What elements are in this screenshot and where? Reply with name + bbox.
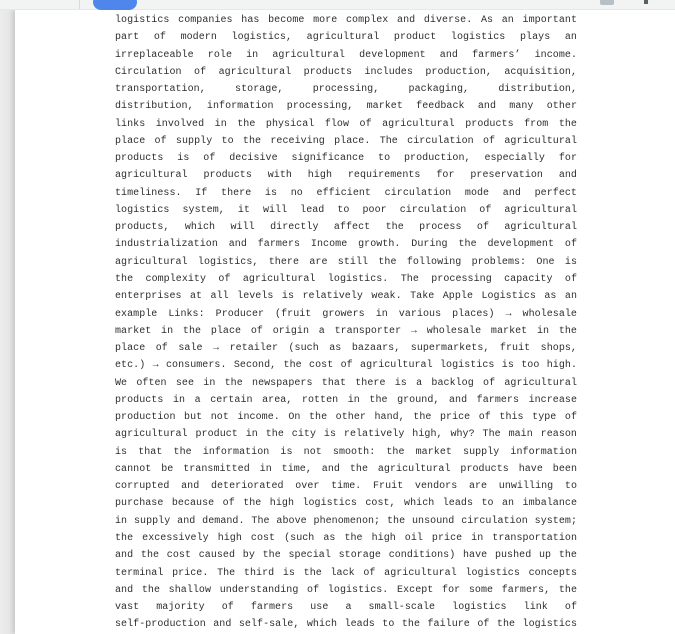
text-line: logistics system, it will lead to poor circulation of agricultural — [115, 204, 577, 216]
text-line: agricultural product in the city is relatively high, why? The main reason — [115, 429, 577, 441]
text-line: the complexity of agricultural logistics. The processing capacity of — [115, 273, 577, 285]
text-line: industrialization and farmers Income growth. During the development of — [115, 239, 577, 251]
text-line: irreplaceable role in agricultural development and farmers’ income. — [115, 49, 577, 61]
toolbar-divider — [79, 0, 80, 9]
text-line: purchase because of the high logistics cost, which leads to an imbalance — [115, 498, 577, 510]
text-line: We often see in the newspapers that there is a backlog of agricultural — [115, 377, 577, 389]
text-line: products in a certain area, rotten in the ground, and farmers increase — [115, 394, 577, 406]
text-line: enterprises at all levels is relatively weak. Take Apple Logistics as an — [115, 291, 577, 303]
document-page — [15, 10, 675, 634]
text-line: logistics companies has become more complex and diverse. As an important — [115, 15, 577, 26]
text-line: distribution, information processing, market feedback and many other — [115, 101, 577, 113]
text-line: terminal price. The third is the lack of agricultural logistics concepts — [115, 567, 577, 579]
text-line: place of supply to the receiving place. The circulation of agricultural — [115, 135, 577, 147]
page-margin-gutter — [0, 10, 15, 634]
text-line: part of modern logistics, agricultural product logistics plays an — [115, 32, 577, 44]
text-line: place of sale → retailer (such as bazaars, supermarkets, fruit shops, — [115, 343, 577, 355]
document-text — [115, 12, 577, 634]
text-line: self-production and self-sale, which leads to the failure of the logistics — [115, 619, 577, 631]
text-line: etc.) → consumers. Second, the cost of agricultural logistics is too high. — [115, 360, 577, 372]
text-line: the excessively high cost (such as the high oil price in transportation — [115, 532, 577, 544]
text-line: market in the place of origin a transporter → wholesale market in the — [115, 325, 577, 337]
text-line: agricultural logistics, there are still the following problems: One is — [115, 256, 577, 268]
text-line: agricultural products with high requirements for preservation and — [115, 170, 577, 182]
primary-pill-button[interactable] — [93, 0, 137, 10]
document-viewer — [0, 10, 675, 634]
text-line: and the cost caused by the special storage conditions) have pushed up the — [115, 550, 577, 562]
text-line: corrupted and deteriorated over time. Fruit vendors are unwilling to — [115, 481, 577, 493]
text-line: production but not income. On the other hand, the price of this type of — [115, 412, 577, 424]
text-line: is that the information is not smooth: the market supply information — [115, 446, 577, 458]
text-line: Circulation of agricultural products includes production, acquisition, — [115, 66, 577, 78]
text-line: products, which will directly affect the process of agricultural — [115, 222, 577, 234]
text-line: and the shallow understanding of logistics. Except for some farmers, the — [115, 584, 577, 596]
text-line: timeliness. If there is no efficient circulation mode and perfect — [115, 187, 577, 199]
text-line: in supply and demand. The above phenomenon; the unsound circulation system; — [115, 515, 577, 527]
text-line: vast majority of farmers use a small-scale logistics link of — [115, 602, 577, 614]
text-line: products is of decisive significance to production, especially for — [115, 153, 577, 165]
text-line: links involved in the physical flow of agricultural products from the — [115, 118, 577, 130]
toolbar-fragment-button[interactable] — [600, 0, 614, 5]
toolbar-icon — [644, 0, 648, 4]
top-toolbar — [0, 0, 675, 10]
text-line: transportation, storage, processing, packaging, distribution, — [115, 84, 577, 96]
text-line: example Links: Producer (fruit growers in various places) → wholesale — [115, 308, 577, 320]
text-line: cannot be transmitted in time, and the agricultural products have been — [115, 463, 577, 475]
